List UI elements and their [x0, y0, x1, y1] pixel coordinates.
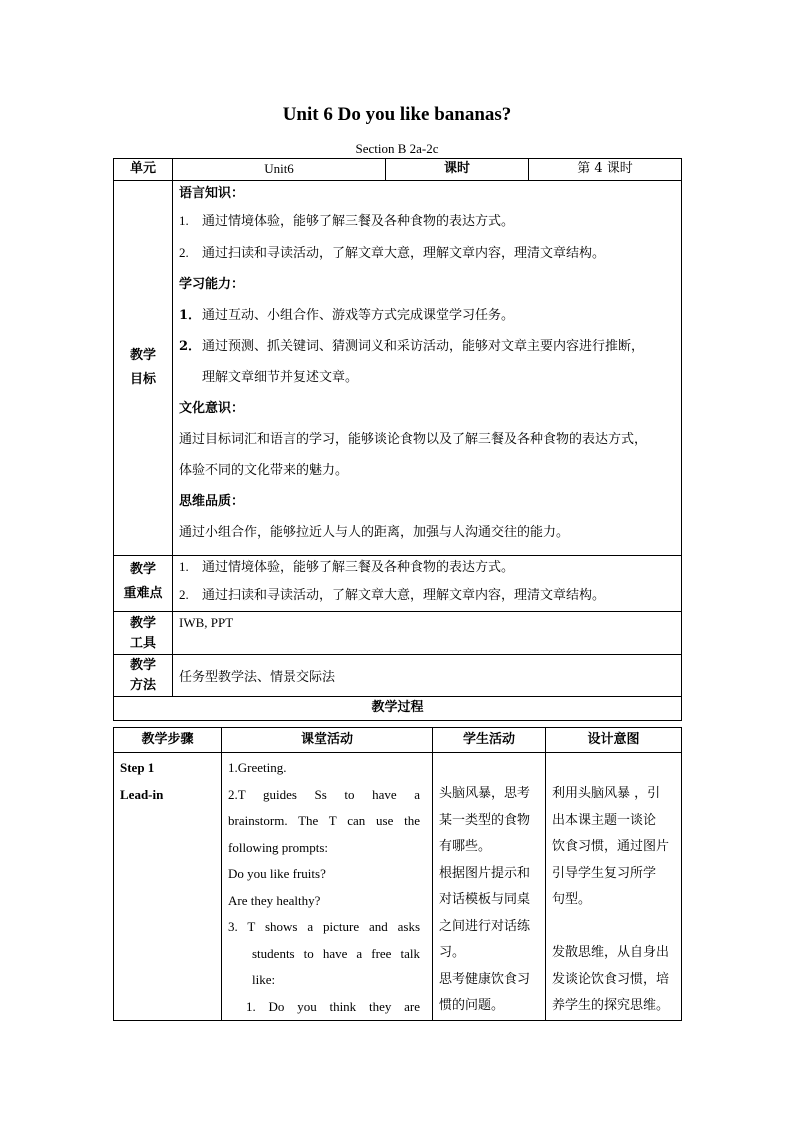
methods-value [173, 655, 682, 697]
key-points-label-line2: 重难点 [123, 586, 163, 601]
class-activity-line: students to have a free talk [252, 945, 420, 961]
design-intent-line: 出本课主题一谈论 [552, 812, 657, 828]
class-activity-line: brainstorm. The T can use the [228, 813, 420, 828]
design-intent-line [552, 914, 675, 941]
objectives-label-line2: 目标 [129, 372, 156, 387]
key-point-item: 2. 通过扫读和寻读活动，了解文章大意，理解文章内容，理清文章结构。 [179, 587, 606, 603]
document-subtitle: Section B 2a-2c [355, 141, 439, 156]
step-name: Lead-in [120, 786, 164, 802]
class-activity-line: 1. Do you think they are [246, 998, 420, 1014]
student-activity-line: 思考健康饮食习 [439, 971, 531, 987]
class-activity-line: 1.Greeting. [228, 760, 287, 775]
step-cell [114, 753, 222, 1021]
header-student-activity: 学生活动 [433, 728, 546, 753]
design-intent-line: 养学生的探究思维。 [552, 998, 670, 1013]
class-activity-line: following prompts: [228, 839, 329, 855]
methods-label-line1: 教学 [129, 658, 156, 673]
design-intent-line: 发谈论饮食习惯，培 [552, 971, 670, 987]
class-activity-line: 3. T shows a picture and asks [228, 919, 420, 934]
student-activity-line: 惯的问题。 [439, 998, 505, 1013]
language-item: 1. 通过情境体验，能够了解三餐及各种食物的表达方式。 [179, 213, 515, 229]
objectives-label-line1: 教学 [129, 348, 156, 363]
key-points-label [114, 556, 173, 612]
culture-heading: 文化意识： [179, 401, 245, 416]
lesson-label: 课时 [386, 159, 529, 181]
tools-value-text: IWB, PPT [179, 615, 234, 630]
student-activity-line: 根据图片提示和 [439, 865, 531, 881]
class-activity-line: Are they healthy? [228, 892, 321, 908]
design-intent-line: 引导学生复习所学 [552, 865, 657, 881]
ability-item: 1．通过互动、小组合作、游戏等方式完成课堂学习任务。 [179, 308, 515, 323]
class-activity-line: like: [252, 972, 276, 987]
design-intent-line: 句型。 [552, 892, 592, 907]
objectives-label [114, 181, 173, 556]
lesson-plan-table [113, 158, 682, 721]
student-activity-line: 之间进行对话练 [439, 918, 531, 934]
key-points-content [173, 556, 682, 612]
design-intent-line: 饮食习惯，通过图片 [552, 839, 670, 854]
header-design-intent: 设计意图 [546, 728, 682, 753]
ability-heading: 学习能力： [179, 277, 245, 292]
student-activity-line: 习。 [439, 945, 466, 960]
header-step: 教学步骤 [114, 728, 222, 753]
culture-text-line1: 通过目标词汇和语言的学习，能够谈论食物以及了解三餐及各种食物的表达方式， [179, 432, 648, 447]
lesson-value: 第 4 课时 [529, 159, 682, 181]
unit-value: Unit6 [173, 159, 386, 181]
tools-value [173, 612, 682, 655]
step-number: Step 1 [120, 760, 155, 775]
document-title: Unit 6 Do you like bananas? [282, 104, 512, 125]
student-activity-cell [433, 753, 546, 1021]
header-class-activity: 课堂活动 [222, 728, 433, 753]
methods-value-text: 任务型教学法、情景交际法 [179, 670, 336, 685]
thinking-heading: 思维品质： [179, 494, 245, 509]
ability-item-continued: 理解文章细节并复述文章。 [202, 370, 359, 385]
design-intent-line: 利用头脑风暴 ，引 [552, 786, 661, 801]
ability-item: 2．通过预测、抓关键词、猜测词义和采访活动，能够对文章主要内容进行推断， [179, 339, 645, 354]
student-activity-line: 某一类型的食物 [439, 812, 531, 828]
methods-label-line2: 方法 [129, 678, 156, 693]
tools-label-line2: 工具 [129, 636, 156, 651]
process-title: 教学过程 [114, 697, 682, 721]
tools-label-line1: 教学 [129, 616, 156, 631]
student-activity-line: 头脑风暴，思考 [439, 786, 531, 801]
language-heading: 语言知识： [179, 186, 245, 201]
class-activity-cell [222, 753, 433, 1021]
methods-label [114, 655, 173, 697]
thinking-text: 通过小组合作，能够拉近人与人的距离，加强与人沟通交往的能力。 [179, 525, 570, 540]
class-activity-line: Do you like fruits? [228, 866, 326, 881]
key-point-item: 1. 通过情境体验，能够了解三餐及各种食物的表达方式。 [179, 559, 515, 575]
culture-text-line2: 体验不同的文化带来的魅力。 [179, 463, 349, 478]
tools-label [114, 612, 173, 655]
language-item: 2. 通过扫读和寻读活动，了解文章大意，理解文章内容，理清文章结构。 [179, 245, 606, 261]
student-activity-line: 有哪些。 [439, 839, 492, 854]
key-points-label-line1: 教学 [129, 562, 156, 577]
student-activity-line: 对话模板与同桌 [439, 892, 531, 907]
class-activity-line: 2.T guides Ss to have a [228, 786, 420, 802]
process-table [113, 727, 682, 1021]
unit-label: 单元 [114, 159, 173, 181]
objectives-content [173, 181, 682, 556]
design-intent-line: 发散思维，从自身出 [552, 945, 670, 960]
design-intent-cell [546, 753, 682, 1021]
